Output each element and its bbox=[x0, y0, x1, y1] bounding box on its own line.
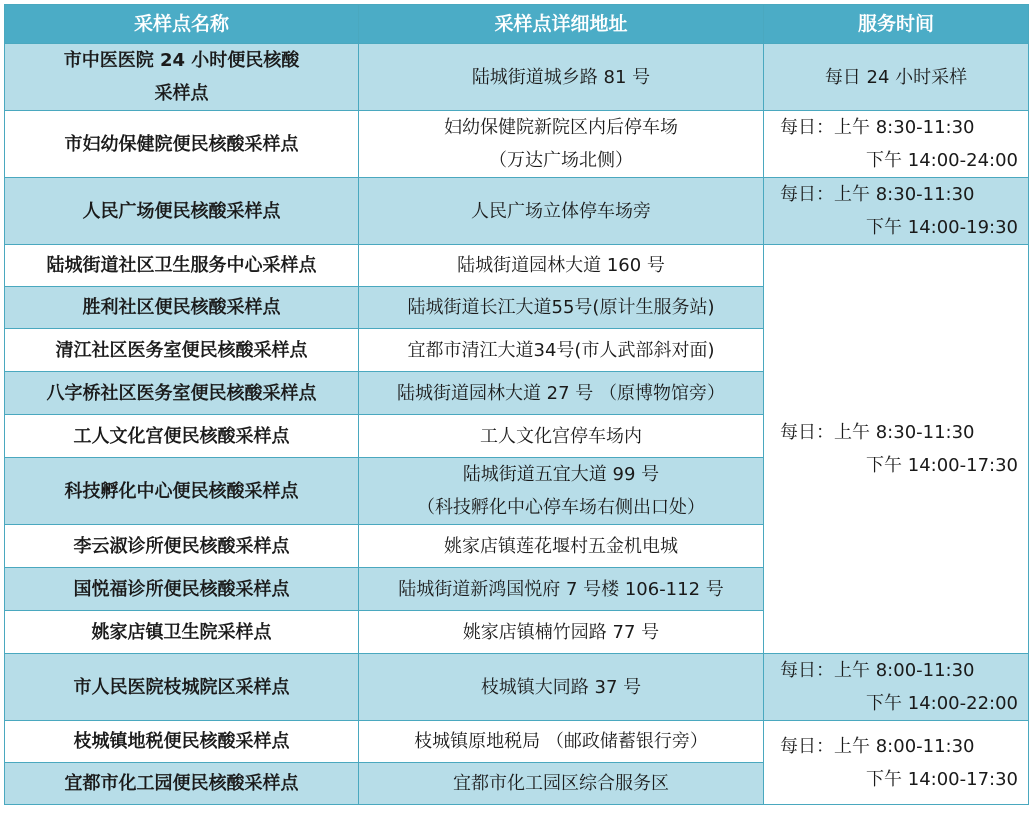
site-name-line: 采样点 bbox=[154, 83, 209, 104]
table-row bbox=[5, 721, 1029, 763]
site-address: 陆城街道长江大道55号(原计生服务站) bbox=[359, 287, 764, 329]
site-name: 枝城镇地税便民核酸采样点 bbox=[5, 721, 359, 763]
sampling-sites-table bbox=[4, 4, 1029, 805]
site-address-cell bbox=[359, 458, 764, 525]
hours-morning: 每日：上午 8:30-11:30 bbox=[780, 117, 975, 138]
service-hours-cell bbox=[764, 178, 1029, 245]
site-name: 市妇幼保健院便民核酸采样点 bbox=[5, 111, 359, 178]
site-address: 枝城镇大同路 37 号 bbox=[359, 654, 764, 721]
site-address: 姚家店镇莲花堰村五金机电城 bbox=[359, 525, 764, 568]
site-address-cell bbox=[359, 111, 764, 178]
site-address: 陆城街道园林大道 160 号 bbox=[359, 245, 764, 287]
service-hours-merged-cell bbox=[764, 721, 1029, 805]
site-name: 清江社区医务室便民核酸采样点 bbox=[5, 329, 359, 372]
site-address: 陆城街道城乡路 81 号 bbox=[359, 44, 764, 111]
table-row bbox=[5, 111, 1029, 178]
table-row bbox=[5, 178, 1029, 245]
site-address: 人民广场立体停车场旁 bbox=[359, 178, 764, 245]
table-row bbox=[5, 44, 1029, 111]
site-address: 陆城街道园林大道 27 号 （原博物馆旁） bbox=[359, 372, 764, 415]
hours-afternoon: 下午 14:00-24:00 bbox=[866, 150, 1018, 171]
hours-afternoon: 下午 14:00-19:30 bbox=[866, 217, 1018, 238]
header-site-address: 采样点详细地址 bbox=[359, 5, 764, 44]
site-address-line: （科技孵化中心停车场右侧出口处） bbox=[417, 497, 705, 518]
site-name: 陆城街道社区卫生服务中心采样点 bbox=[5, 245, 359, 287]
site-name: 八字桥社区医务室便民核酸采样点 bbox=[5, 372, 359, 415]
header-service-hours: 服务时间 bbox=[764, 5, 1029, 44]
hours-afternoon: 下午 14:00-17:30 bbox=[866, 455, 1018, 476]
service-hours-cell bbox=[764, 111, 1029, 178]
site-name: 国悦福诊所便民核酸采样点 bbox=[5, 568, 359, 611]
header-site-name: 采样点名称 bbox=[5, 5, 359, 44]
site-address: 枝城镇原地税局 （邮政储蓄银行旁） bbox=[359, 721, 764, 763]
site-address-line: 妇幼保健院新院区内后停车场 bbox=[444, 117, 678, 138]
hours-morning: 每日：上午 8:00-11:30 bbox=[780, 660, 975, 681]
hours-morning: 每日：上午 8:00-11:30 bbox=[780, 735, 975, 757]
site-name-line: 市中医医院 24 小时便民核酸 bbox=[63, 50, 300, 71]
hours-morning: 每日：上午 8:30-11:30 bbox=[780, 184, 975, 205]
site-name: 胜利社区便民核酸采样点 bbox=[5, 287, 359, 329]
site-name: 工人文化宫便民核酸采样点 bbox=[5, 415, 359, 458]
site-name-cell bbox=[5, 44, 359, 111]
hours-afternoon: 下午 14:00-17:30 bbox=[866, 768, 1018, 790]
site-address: 宜都市清江大道34号(市人武部斜对面) bbox=[359, 329, 764, 372]
site-address: 姚家店镇楠竹园路 77 号 bbox=[359, 611, 764, 654]
table-row bbox=[5, 654, 1029, 721]
site-name: 科技孵化中心便民核酸采样点 bbox=[5, 458, 359, 525]
service-hours-cell bbox=[764, 654, 1029, 721]
site-name: 李云淑诊所便民核酸采样点 bbox=[5, 525, 359, 568]
site-address-line: （万达广场北侧） bbox=[489, 150, 633, 171]
site-address: 工人文化宫停车场内 bbox=[359, 415, 764, 458]
hours-afternoon: 下午 14:00-22:00 bbox=[866, 693, 1018, 714]
site-name: 人民广场便民核酸采样点 bbox=[5, 178, 359, 245]
site-address: 宜都市化工园区综合服务区 bbox=[359, 763, 764, 805]
site-name: 宜都市化工园便民核酸采样点 bbox=[5, 763, 359, 805]
service-hours-merged-cell bbox=[764, 245, 1029, 654]
site-address: 陆城街道新鸿国悦府 7 号楼 106-112 号 bbox=[359, 568, 764, 611]
site-address-line: 陆城街道五宜大道 99 号 bbox=[462, 464, 660, 485]
site-name: 市人民医院枝城院区采样点 bbox=[5, 654, 359, 721]
table-row bbox=[5, 245, 1029, 287]
service-hours: 每日 24 小时采样 bbox=[764, 44, 1029, 111]
table-header-row bbox=[5, 5, 1029, 44]
hours-morning: 每日：上午 8:30-11:30 bbox=[780, 422, 975, 443]
site-name: 姚家店镇卫生院采样点 bbox=[5, 611, 359, 654]
